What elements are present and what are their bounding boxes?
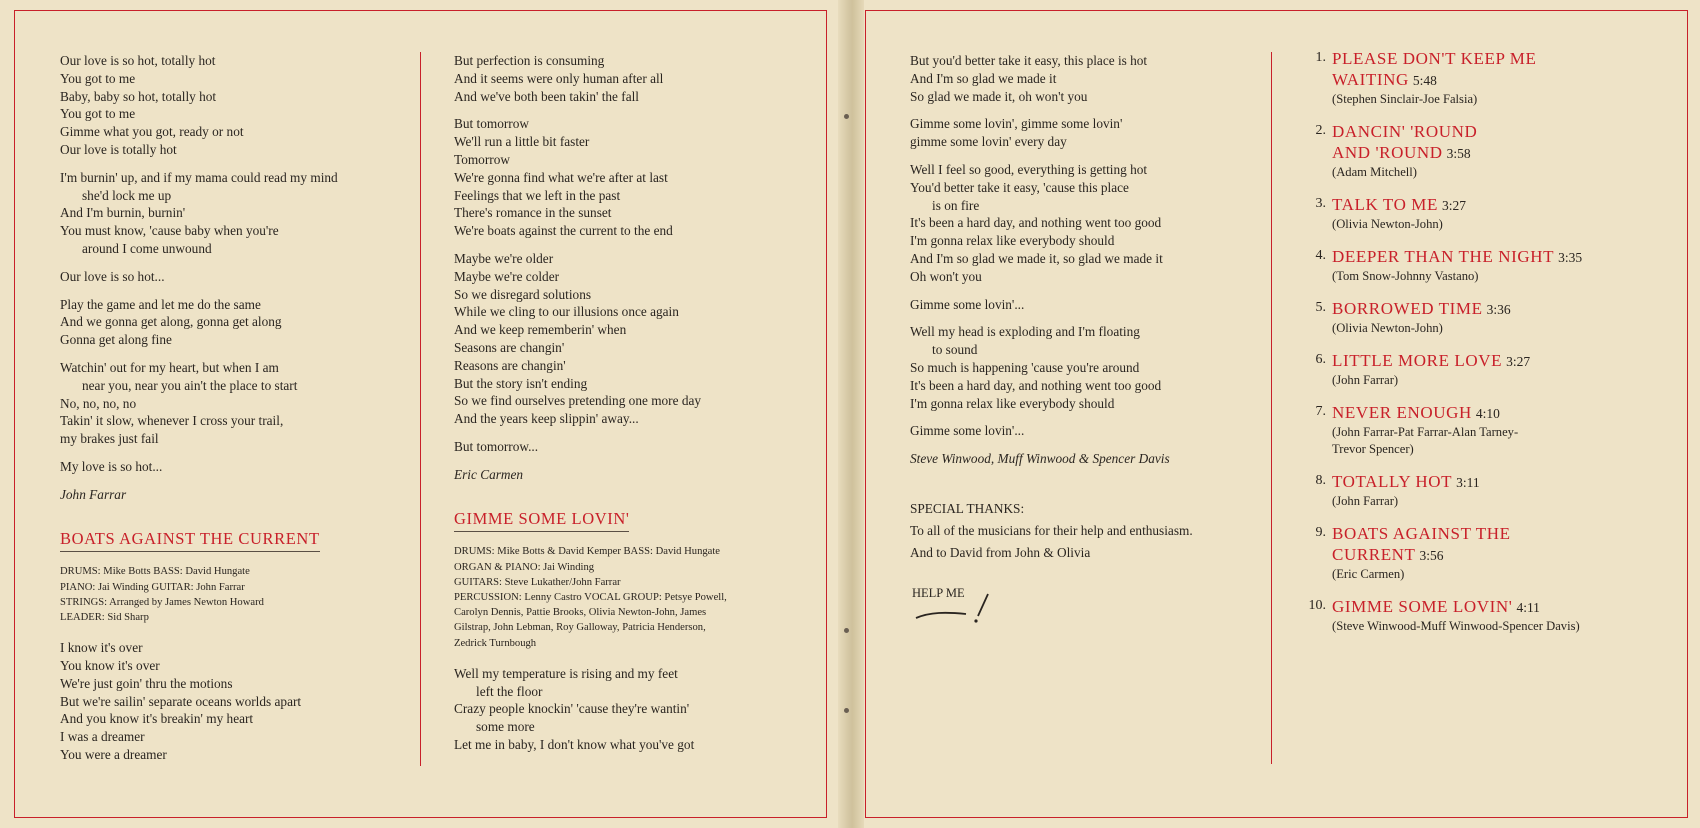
track-writers: (Eric Carmen) [1332, 567, 1405, 581]
personnel-credits: DRUMS: Mike Botts & David Kemper BASS: David Hungate ORGAN & PIANO: Jai Winding GUITARS: Steve Lukather/John Farrar PERCUSSION: Lenny Castro VOCAL GROUP: Petsye Powell, Carolyn Dennis, Pattie Brooks, Olivia Newton-John, James Gilstrap, John Lebman, Roy Galloway, Patricia Henderson, Zedrick Turnbough [454, 546, 727, 649]
track-number: 6. [1315, 352, 1326, 367]
track-item [1306, 298, 1686, 337]
track-item [1306, 246, 1686, 285]
track-title: DEEPER THAN THE NIGHT [1332, 247, 1555, 266]
lyric-line: Crazy people knockin' 'cause they're wantin' [454, 701, 690, 717]
lyric-line: Well my temperature is rising and my feet [454, 665, 678, 681]
staple-hole [844, 708, 849, 713]
track-duration: 3:35 [1558, 250, 1583, 265]
track-number: 3. [1315, 196, 1326, 211]
track-writers: (Steve Winwood-Muff Winwood-Spencer Davis) [1332, 619, 1580, 633]
track-writers: (Adam Mitchell) [1332, 165, 1417, 179]
lyric-line: And I'm burnin, burnin' You must know, 'cause baby when you're [60, 205, 279, 239]
lyric-stanza: Gimme some lovin'... [910, 296, 1025, 312]
song-title: BOATS AGAINST THE CURRENT [60, 530, 320, 553]
track-title: PLEASE DON'T KEEP ME WAITING [1332, 49, 1537, 89]
track-title: TOTALLY HOT [1332, 472, 1453, 491]
songwriter-credit: John Farrar [60, 486, 127, 502]
thanks-heading: SPECIAL THANKS: [910, 500, 1025, 516]
track-duration: 4:10 [1475, 406, 1500, 421]
lyric-stanza: Play the game and let me do the same And we gonna get along, gonna get along Gonna get along fine [60, 296, 282, 348]
lyrics-column-3 [910, 52, 1260, 564]
track-item [1306, 350, 1686, 389]
column-divider [420, 52, 421, 766]
track-title: TALK TO ME [1332, 195, 1439, 214]
track-writers: (Tom Snow-Johnny Vastano) [1332, 269, 1479, 283]
track-duration: 3:27 [1442, 198, 1467, 213]
lyrics-column-2 [454, 52, 814, 754]
track-number: 7. [1315, 404, 1326, 419]
songwriter-credit: Steve Winwood, Muff Winwood & Spencer Davis [910, 451, 1170, 467]
track-item [1306, 194, 1686, 233]
lyrics-column-1 [60, 52, 412, 774]
track-duration: 4:11 [1516, 600, 1540, 615]
lyric-stanza: But tomorrow We'll run a little bit faster Tomorrow We're gonna find what we're after at last Feelings that we left in the past There's romance in the sunset We're boats against the current to the end [454, 116, 673, 239]
track-title: BOATS AGAINST THE CURRENT [1332, 524, 1511, 564]
track-writers: (Stephen Sinclair-Joe Falsia) [1332, 92, 1478, 106]
track-number: 5. [1315, 300, 1326, 315]
lyric-line: around I come unwound [82, 240, 212, 256]
track-item [1306, 48, 1686, 108]
track-duration: 3:58 [1446, 146, 1471, 161]
track-writers: (Olivia Newton-John) [1332, 217, 1443, 231]
staple-hole [844, 114, 849, 119]
track-title: GIMME SOME LOVIN' [1332, 597, 1513, 616]
column-divider [1271, 52, 1272, 764]
lyric-stanza: Maybe we're older Maybe we're colder So we disregard solutions While we cling to our illusions once again And we keep rememberin' when Seasons are changin' Reasons are changin' But the story isn't ending So we find ourselves pretending one more day And the years keep slippin' away... [454, 250, 702, 427]
track-number: 4. [1315, 248, 1326, 263]
song-title: GIMME SOME LOVIN' [454, 510, 629, 533]
lyric-line: left the floor [476, 683, 543, 699]
track-item [1306, 471, 1686, 510]
lyric-stanza: So much is happening 'cause you're around It's been a hard day, and nothing went too good I'm gonna relax like everybody should [910, 359, 1162, 411]
track-title: LITTLE MORE LOVE [1332, 351, 1503, 370]
lyric-stanza: Gimme some lovin'... [910, 423, 1025, 439]
thanks-line: To all of the musicians for their help and enthusiasm. [910, 522, 1193, 538]
track-duration: 5:48 [1412, 73, 1437, 88]
track-item [1306, 523, 1686, 583]
lyric-stanza: Our love is so hot, totally hot You got to me Baby, baby so hot, totally hot You got to me Gimme what you got, ready or not Our love is totally hot [60, 53, 244, 157]
lyric-line: to sound [932, 342, 978, 358]
lyric-line: she'd lock me up [82, 187, 172, 203]
lyric-stanza: But perfection is consuming And it seems were only human after all And we've both been takin' the fall [454, 53, 664, 104]
lyric-line: is on fire [932, 197, 980, 213]
lyric-line: Well I feel so good, everything is getting hot You'd better take it easy, 'cause this place [910, 161, 1148, 195]
lyric-line: Watchin' out for my heart, but when I am [60, 359, 279, 375]
track-duration: 3:11 [1456, 475, 1480, 490]
lyric-stanza: I know it's over You know it's over We're just goin' thru the motions But we're sailin' separate oceans worlds apart And you know it's breakin' my heart I was a dreamer You were a dreamer [60, 640, 302, 762]
help-me-label: HELP ME [912, 586, 965, 600]
lyric-line: Well my head is exploding and I'm floating [910, 324, 1140, 340]
track-title: BORROWED TIME [1332, 299, 1483, 318]
track-writers: (Olivia Newton-John) [1332, 321, 1443, 335]
track-number: 2. [1315, 123, 1326, 138]
lyric-stanza: Our love is so hot... [60, 268, 165, 284]
track-duration: 3:27 [1506, 354, 1531, 369]
lyric-stanza: My love is so hot... [60, 458, 163, 474]
thanks-line: And to David from John & Olivia [910, 544, 1091, 560]
track-number: 1. [1315, 50, 1326, 65]
staple-hole [844, 628, 849, 633]
track-writers: (John Farrar) [1332, 494, 1399, 508]
track-item [1306, 402, 1686, 458]
lyric-stanza: Gimme some lovin', gimme some lovin' gimme some lovin' every day [910, 116, 1123, 150]
lyric-stanza: But you'd better take it easy, this place is hot And I'm so glad we made it So glad we made it, oh won't you [910, 53, 1148, 104]
track-title: NEVER ENOUGH [1332, 403, 1472, 422]
lyric-line: near you, near you ain't the place to start [82, 377, 298, 393]
track-number: 8. [1315, 473, 1326, 488]
songwriter-credit: Eric Carmen [454, 466, 524, 482]
track-item [1306, 121, 1686, 181]
lyric-stanza: But tomorrow... [454, 438, 539, 454]
lyric-stanza: No, no, no, no Takin' it slow, whenever I cross your trail, my brakes just fail [60, 395, 284, 447]
lyric-line: some more [476, 719, 535, 735]
track-list [1306, 48, 1686, 648]
lyric-line: I'm burnin' up, and if my mama could read my mind [60, 169, 338, 185]
booklet-spine [838, 0, 864, 828]
track-writers: (John Farrar-Pat Farrar-Alan Tarney- Trevor Spencer) [1332, 425, 1519, 456]
help-me-scribble [912, 590, 992, 626]
track-title: DANCIN' 'ROUND AND 'ROUND [1332, 122, 1478, 162]
lyric-line: Let me in baby, I don't know what you've got [454, 736, 695, 752]
track-item [1306, 596, 1686, 635]
track-number: 10. [1308, 598, 1326, 613]
track-duration: 3:56 [1419, 548, 1444, 563]
track-number: 9. [1315, 525, 1326, 540]
track-writers: (John Farrar) [1332, 373, 1399, 387]
personnel-credits: DRUMS: Mike Botts BASS: David Hungate PIANO: Jai Winding GUITAR: John Farrar STRINGS: Arranged by James Newton Howard LEADER: Sid Sharp [60, 566, 264, 623]
lyric-stanza: It's been a hard day, and nothing went too good I'm gonna relax like everybody should And I'm so glad we made it, so glad we made it Oh won't you [910, 215, 1163, 284]
track-duration: 3:36 [1486, 302, 1511, 317]
